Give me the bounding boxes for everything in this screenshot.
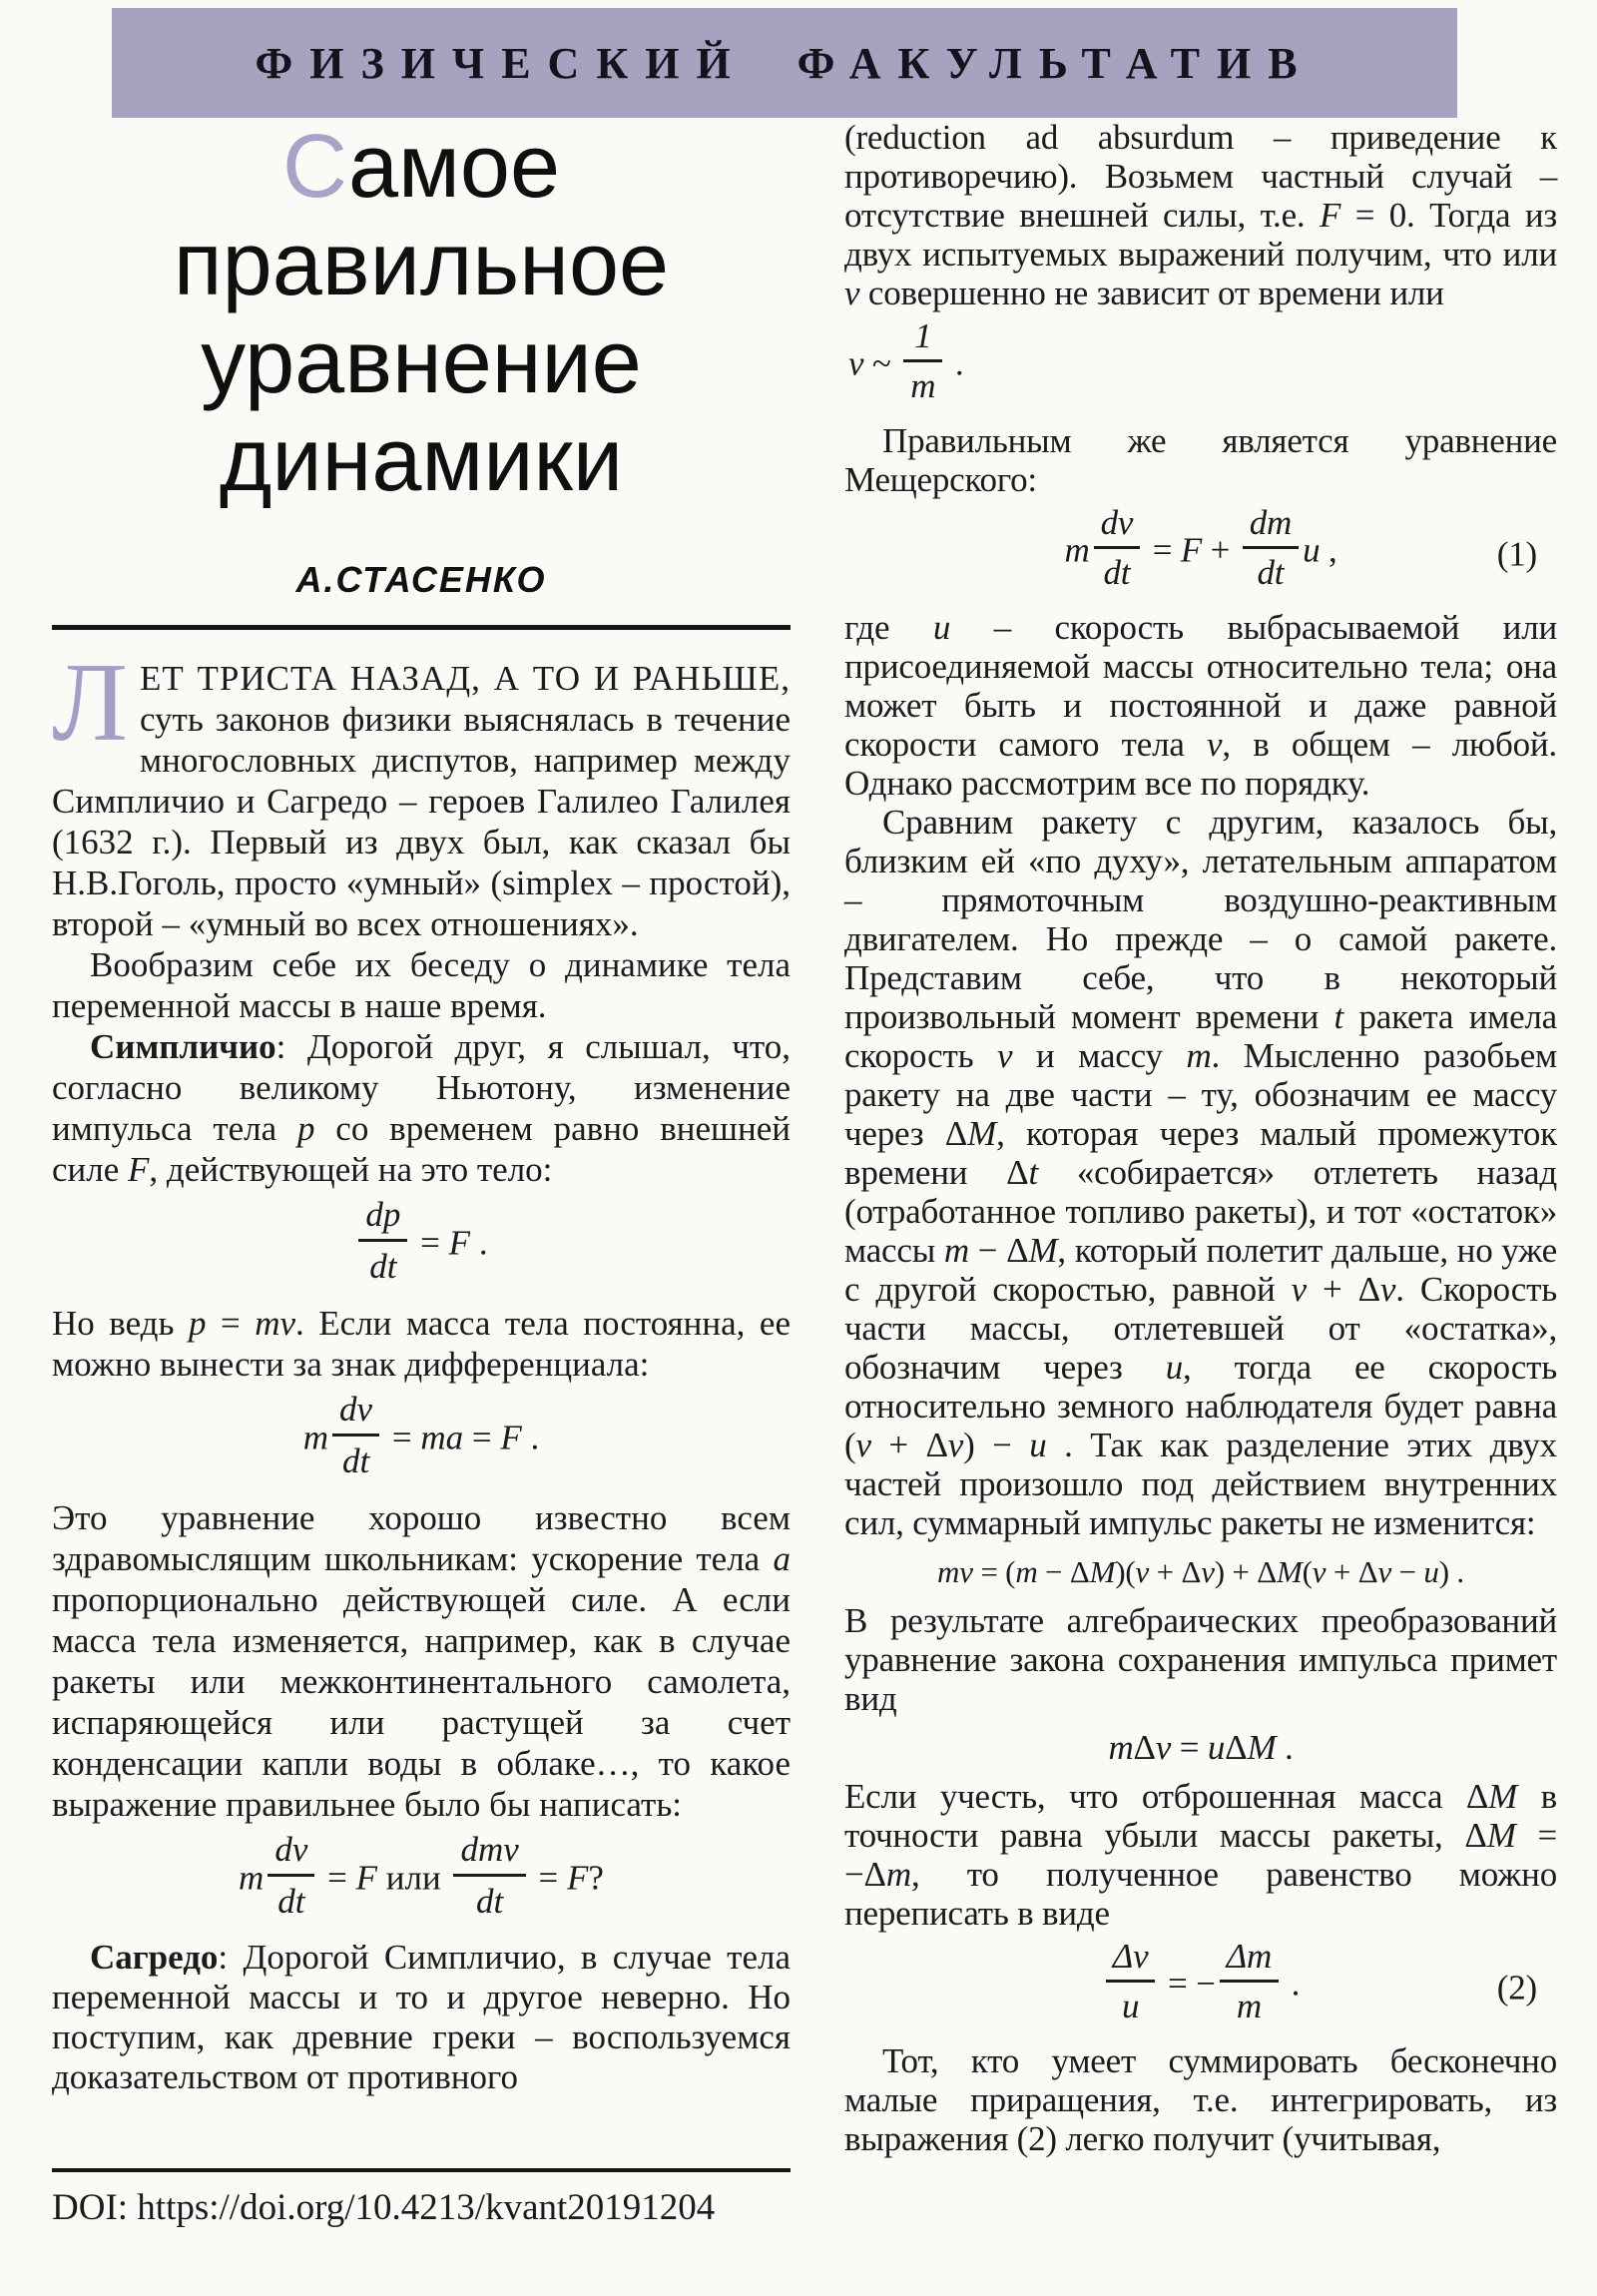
fraction [1094,503,1141,592]
text-run: , действующей на это тело: [149,1150,553,1189]
text-run: = 0. Тогда из двух испытуемых выражений получим, что или [844,196,1557,274]
math-text: = [411,1223,449,1263]
text-run: Сравним ракету с другим, казалось бы, близким ей «по духу», летательным аппаратом – прямоточным воздушно-реактивным двигателем. Но прежде – о самой ракете. Представим себе, что в некоторый произвольный момент времени [844,803,1557,1036]
inline-math: m [1108,1728,1134,1767]
paragraph [844,421,1557,499]
math-text: = − [1159,1964,1216,2004]
left-body-text [52,641,791,2097]
paragraph [844,2041,1557,2158]
text-run: : Дорогой друг, я слышал, что, согласно великому Ньютону, изменение импульса тела [52,1027,791,1148]
text-run: в точности равна убыли массы ракеты, Δ [844,1777,1557,1855]
fraction [1243,503,1299,592]
section-title: ФИЗИЧЕСКИЙ ФАКУЛЬТАТИВ [255,39,1315,88]
text-run: Это уравнение хорошо известно всем здравомыслящим школьникам: ускорение тела [52,1498,791,1578]
math-text: + [1202,530,1239,570]
text-run: v [997,1036,1013,1075]
fraction [1106,1937,1156,2025]
inline-math: F [448,1223,471,1263]
math-text: Δ [1225,1728,1248,1767]
text-run: v [844,274,860,312]
text-run: + Δ [870,1426,948,1464]
inline-math: v [1201,1554,1215,1589]
text-run: . Скорость части массы, отлетевшей от «остатка», обозначим через [844,1270,1557,1387]
text-run: − Δ [968,1231,1029,1270]
fraction-numerator: dv [1094,503,1141,549]
math-text: ( [1302,1554,1313,1589]
fraction-denominator: u [1121,1987,1140,2025]
text-run: M [967,1114,997,1153]
math-text: = [1171,1728,1208,1767]
paragraph [844,1777,1557,1933]
math-text: − [1391,1554,1424,1589]
footer-rule [52,2168,791,2172]
paragraph [52,944,791,1026]
text-run: u [1029,1426,1047,1464]
title-line: динамики [219,410,624,510]
fraction-numerator: dv [267,1829,314,1877]
paragraph [52,1303,791,1385]
display-equation [844,316,1557,411]
text-run: (reduction ad absurdum – приведение к противоречию). Возьмем частный случай – отсутствие внешней силы, т.е. [844,118,1557,235]
display-equation [844,1937,1557,2031]
text-run: p [296,1109,315,1148]
math-text: или [377,1858,450,1898]
fraction [358,1194,407,1287]
fraction-numerator: Δm [1220,1937,1279,1983]
text-run: Тот, кто умеет суммировать бесконечно малые приращения, т.е. интегрировать, из выражения (2) легко получит (учитывая, [844,2041,1557,2158]
inline-math: m [1064,530,1090,570]
fraction [1220,1937,1279,2025]
display-equation [52,1195,791,1293]
math-text: − Δ [1037,1554,1090,1589]
text-run: совершенно не зависит от времени или [859,274,1444,312]
math-text: = ( [972,1554,1016,1589]
inline-math: u [1207,1728,1226,1767]
text-run: «собирается» отлететь назад (отработанное топливо ракеты), и тот «остаток» массы [844,1153,1557,1270]
text-run: mv [255,1304,296,1343]
math-text: ? [588,1858,604,1898]
text-run: u [932,608,951,647]
inline-math: F [567,1858,589,1898]
text-run: В результате алгебраических преобразований уравнение закона сохранения импульса примет вид [844,1601,1557,1718]
text-run: ракета имела скорость [844,997,1558,1075]
paragraph [52,1938,791,2097]
text-run: M [1028,1231,1058,1270]
display-equation [844,1552,1557,1591]
math-text: = [318,1858,356,1898]
text-run: v [855,1426,871,1464]
fraction-numerator: dm [1243,503,1299,549]
inline-math: m [239,1858,265,1898]
inline-math: M [1277,1554,1303,1589]
right-column [844,118,1557,2158]
text-run: Но ведь [52,1304,189,1343]
math-text: = [383,1418,421,1457]
math-text: . [1283,1964,1301,2004]
fraction-denominator: dt [475,1882,504,1921]
title-line [52,118,791,216]
fraction [903,316,942,405]
inline-math: v [1312,1554,1327,1589]
equation-number: (1) [1496,534,1537,573]
text-run: M [1486,1816,1516,1855]
text-run: . Если масса тела постоянна, ее можно вынести за знак дифференциала: [52,1304,791,1384]
text-run: m [885,1855,911,1894]
inline-math: ma [420,1418,464,1457]
text-run: F [1319,196,1341,235]
text-run: – скорость выбрасываемой или присоединяемой массы относительно тела; она может быть и постоянной и даже равной скорости самого тела [844,608,1558,764]
fraction [267,1829,314,1922]
title-text: амое [347,117,561,217]
math-text: , [1320,530,1337,570]
paragraph [844,1601,1557,1718]
text-run: Сагредо [90,1938,219,1977]
display-equation [844,1728,1557,1767]
inline-math: v [1377,1554,1391,1589]
display-equation [52,1390,791,1487]
article-title [52,118,791,509]
text-run: . Так как разделение этих двух частей произошло под действием внутренних сил, суммарный импульс ракеты не изменится: [844,1426,1557,1542]
text-run: , который полетит дальше, но уже с другой скоростью, равной [844,1231,1558,1309]
title-initial-letter: С [281,117,348,217]
text-run: v [1379,1270,1396,1309]
paragraph [52,1026,791,1190]
text-run: + Δ [1306,1270,1380,1309]
left-column [52,112,791,2097]
fraction-numerator: Δv [1106,1937,1156,1983]
text-run: = −Δ [844,1816,1557,1894]
paragraph [844,118,1557,312]
doi-line: DOI: https://doi.org/10.4213/kvant20191204 [52,2187,716,2228]
text-run: t [1333,997,1344,1036]
math-text: )( [1115,1554,1136,1589]
math-text: ~ [863,343,900,383]
fraction-denominator: m [910,366,936,405]
text-run: v [1291,1270,1307,1309]
inline-math: m [302,1418,329,1457]
inline-math: u [1303,530,1321,570]
text-run: M [1488,1777,1518,1816]
math-text: = [529,1858,568,1898]
title-line: уравнение [201,312,642,412]
fraction-denominator: m [1236,1987,1262,2025]
doi-footer [52,2168,791,2229]
math-text: . [1276,1728,1294,1767]
fraction-denominator: dt [1257,553,1285,592]
paragraph [52,641,791,944]
title-line: правильное [173,215,670,314]
author-name: А.СТАСЕНКО [295,559,547,600]
inline-math: v [1155,1728,1172,1767]
inline-math: F [500,1418,522,1457]
text-run: t [1028,1153,1038,1192]
paragraph [52,1497,791,1825]
math-text: . [946,343,964,383]
text-run: ЕТ ТРИСТА НАЗАД, А ТО И РАНЬШЕ, [139,659,791,698]
drop-cap: Л [52,641,128,765]
text-run: Симпличио [90,1027,276,1066]
display-equation [844,503,1557,598]
text-run: . Мысленно разобьем ракету на две части – ту, обозначим ее массу через Δ [844,1036,1557,1153]
math-text: . [521,1418,540,1457]
text-run: пропорционально действующей силе. А если масса тела изменяется, например, как в случае ракеты или межконтинентального самолета, испаряющейся или растущей за счет конденсации капли воды в облаке…, то какое выражение правильнее было бы написать: [52,1580,791,1824]
inline-math: M [1089,1554,1116,1589]
text-run: v [947,1426,964,1464]
text-run: ) − [963,1426,1030,1464]
fraction [332,1389,379,1481]
text-run: где [844,608,933,647]
text-run: p [188,1304,207,1343]
text-run: m [943,1231,969,1270]
text-run: , в общем – любой. Однако рассмотрим все по порядку. [844,725,1557,803]
fraction-denominator: dt [369,1247,397,1286]
header-banner [112,8,1457,118]
text-run: m [1186,1036,1212,1075]
display-equation [52,1830,791,1928]
inline-math: v [1135,1554,1150,1589]
text-run: = [206,1304,256,1343]
fraction-denominator: dt [341,1441,370,1480]
inline-math: F [1180,530,1203,570]
paragraph [844,803,1557,1542]
math-text: + Δ [1149,1554,1202,1589]
math-text: . [470,1223,488,1263]
inline-math: m [1015,1554,1038,1589]
math-text: = [1144,530,1181,570]
fraction-denominator: dt [1103,553,1131,592]
text-run: , то полученное равенство можно переписать в виде [844,1855,1557,1933]
math-text: ) + Δ [1214,1554,1277,1589]
text-run: , которая через малый промежуток времени Δ [844,1114,1557,1192]
fraction-numerator: dv [332,1389,379,1436]
text-run: Если учесть, что отброшенная масса Δ [844,1777,1489,1816]
math-text: ) . [1438,1554,1464,1589]
fraction-numerator: 1 [903,316,942,362]
equation-number: (2) [1496,1968,1537,2007]
text-run: со временем равно внешней силе [52,1109,791,1189]
text-run: v [1207,725,1223,764]
text-run: суть законов физики выяснялась в течение многословных диспутов, например между Симпличио и Сагредо – героев Галилео Галилея (1632 г.). Первый из двух был, как сказал бы Н.В.Гоголь, просто «умный» (simplex – простой), второй – «умный во всех отношениях». [52,700,791,943]
text-run: Вообразим себе их беседу о динамике тела переменной массы в наше время. [52,945,791,1025]
inline-math: M [1247,1728,1277,1767]
text-run: a [773,1539,791,1578]
inline-math: u [1423,1554,1439,1589]
inline-math: mv [937,1554,973,1589]
math-text: = [463,1418,501,1457]
text-run: F [128,1150,150,1189]
fraction-denominator: dt [277,1882,305,1921]
fraction-numerator: dmv [453,1829,525,1877]
text-run: , тогда ее скорость относительно земного наблюдателя будет равна ( [844,1348,1557,1464]
fraction [453,1829,525,1922]
fraction-numerator: dp [358,1194,407,1242]
text-run: и массу [1012,1036,1187,1075]
inline-math: F [355,1858,378,1898]
paragraph [844,608,1557,803]
text-run: : Дорогой Симпличио, в случае тела переменной массы и то и другое неверно. Но поступим, как древние греки – воспользуемся доказательством от противного [52,1938,791,2096]
author-rule [52,625,791,630]
text-run: Правильным же является уравнение Мещерского: [844,421,1557,499]
math-text: Δ [1133,1728,1156,1767]
math-text: + Δ [1326,1554,1378,1589]
inline-math: v [848,343,864,383]
text-run: u [1165,1348,1184,1387]
